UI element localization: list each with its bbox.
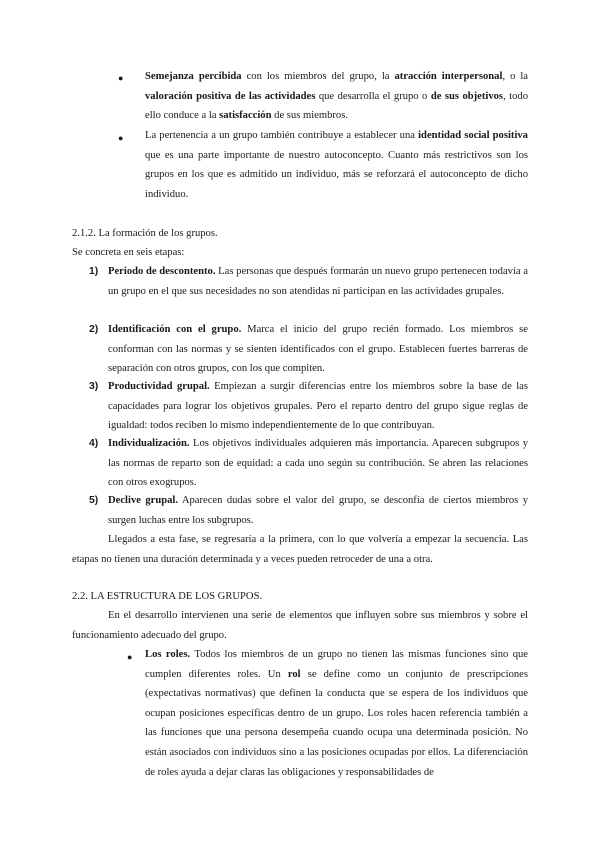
section-intro-212: Se concreta en seis etapas: — [72, 247, 185, 258]
bold-text: de sus objetivos — [430, 90, 504, 102]
list-number: 4) — [89, 438, 99, 449]
text-run: de sus miembros. — [271, 110, 349, 122]
text-run: que desarrolla el grupo o — [315, 90, 431, 102]
bullet-icon: ● — [118, 73, 124, 83]
text-run: se define como un conjunto de prescripciones (expectativas normativas) que definen la conducta que se espera de los individuos que ocupan posiciones específicas dentro de un grupo. Los roles hacen referencia también a las funciones que una persona desempeña cuando ocupa una determinada posición. No están asociados con individuos sino a las posiciones ocupadas por ellos. La diferenciación de roles ayuda a dejar claras las obligaciones y responsabilidades de — [145, 668, 528, 778]
list-item-identificacion — [108, 320, 528, 379]
list-number: 5) — [89, 495, 99, 506]
text-run: Todos los miembros de un grupo no tienen las mismas funciones sino que cumplen diferentes roles. Un — [145, 649, 529, 680]
section-heading-212: 2.1.2. La formación de los grupos. — [72, 228, 218, 239]
text-run: que es una parte importante de nuestro autoconcepto. Cuanto más restrictivos son los grupos en los que es admitido un individuo, más se reforzará el autoconcepto de dicho individuo. — [145, 149, 528, 200]
bold-text: Semejanza percibida — [145, 71, 242, 82]
list-item-text: Los objetivos individuales adquieren más importancia. Aparecen subgrupos y las normas de reparto son de equidad: a cada uno según su contribución. Se abren las relaciones con otros exogrupos. — [108, 438, 528, 489]
text-run: con los miembros del grupo, la — [241, 71, 395, 82]
bold-text: Los roles. — [145, 649, 191, 660]
bullet-item-semejanza — [145, 67, 528, 126]
list-number: 1) — [89, 266, 99, 277]
section-heading-22: 2.2. LA ESTRUCTURA DE LOS GRUPOS. — [72, 591, 263, 602]
list-number: 2) — [89, 324, 99, 335]
text-run: La pertenencia a un grupo también contribuye a establecer una — [145, 130, 419, 141]
bold-text: atracción interpersonal — [394, 71, 503, 82]
list-item-text: Aparecen dudas sobre el valor del grupo, se desconfía de ciertos miembros y surgen luchas entre los subgrupos. — [108, 495, 529, 526]
bold-text: satisfacción — [219, 110, 272, 122]
list-number: 3) — [89, 381, 99, 392]
text-run: , todo ello conduce a la — [145, 90, 528, 122]
list-item-productividad — [108, 377, 528, 436]
list-item-individualizacion — [108, 434, 528, 493]
list-item-text: Las personas que después formarán un nuevo grupo pertenecen todavía a un grupo en el que sus necesidades no son atendidas ni participan en las actividades grupales. — [108, 266, 529, 297]
list-item-text: Marca el inicio del grupo recién formado. Los miembros se conforman con las normas y se sienten identificados con el grupo. Establecen fuertes barreras de separación con otros grupos, con los que compiten. — [108, 324, 529, 375]
closing-paragraph: Llegados a esta fase, se regresaría a la primera, con lo que volvería a empezar la secuencia. Las etapas no tienen una duración determinada y a veces pueden retroceder de una a otra. — [72, 534, 528, 565]
bold-text: valoración positiva de las actividades — [145, 90, 316, 102]
section-intro-22: En el desarrollo intervienen una serie de elementos que influyen sobre sus miembros y sobre el funcionamiento adecuado del grupo. — [72, 610, 528, 641]
list-item-text: Empiezan a surgir diferencias entre los miembros sobre la base de las capacidades para lograr los objetivos grupales. Pero el reparto dentro del grupo sigue reglas de igualdad: todos reciben lo mismo independientemente de lo que contribuyan. — [108, 381, 529, 432]
list-item-title: Declive grupal. — [108, 495, 179, 506]
text-run: , o la — [502, 71, 528, 82]
list-item-descontento — [108, 262, 528, 301]
bullet-icon: ● — [127, 652, 133, 662]
list-item-declive — [108, 491, 528, 530]
bullet-item-roles — [145, 645, 528, 782]
bullet-icon: ● — [118, 133, 124, 143]
bold-text: identidad social positiva — [418, 130, 528, 141]
list-item-title: Periodo de descontento. — [108, 266, 216, 277]
bold-text: rol — [287, 668, 301, 680]
list-item-title: Identificación con el grupo. — [108, 324, 242, 335]
bullet-item-identidad — [145, 126, 528, 204]
list-item-title: Individualización. — [108, 438, 190, 449]
list-item-title: Productividad grupal. — [108, 381, 210, 392]
